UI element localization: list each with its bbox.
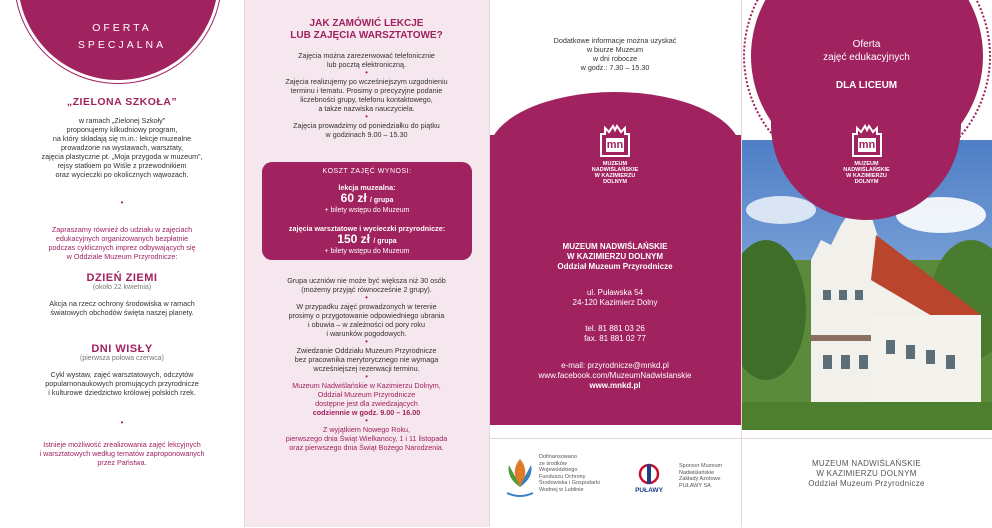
website-link[interactable]: www.mnkd.pl (589, 381, 641, 390)
text-line: a także nazwiska nauczyciela. (318, 104, 415, 113)
sponsor1-text (539, 454, 609, 493)
text-line: dostępne jest dla zwiedzających (315, 399, 418, 408)
museum-logo-icon (851, 124, 883, 158)
text-line: popularnonaukowych promujących przyrodnicze (45, 379, 199, 388)
cost-a-note: + bilety wstępu do Muzeum (324, 207, 410, 214)
logo-line: MUZEUM (854, 161, 879, 167)
text-line: liczebności grupy, telefonu kontaktowego, (300, 95, 433, 104)
logo-letters: mn (606, 139, 624, 151)
order-text-1 (244, 51, 489, 139)
separator-dot: • (365, 68, 368, 77)
order-title (244, 18, 489, 42)
text-line: Cykl wystaw, zajęć warsztatowych, odczytów (50, 370, 194, 379)
text-line: Wodnej w Lublinie (539, 486, 584, 493)
text-line: (możemy przyjąć równocześnie 2 grupy). (301, 285, 432, 294)
dni-wisly-date: (pierwsza połowa czerwca) (79, 355, 165, 362)
text-line: Dodatkowe informacje można uzyskać (553, 36, 677, 45)
custom-topics-text (0, 440, 244, 467)
hours-line: codziennie w godz. 9.00 – 16.00 (312, 408, 421, 417)
phone-line: tel. 81 881 03 26 (585, 324, 645, 333)
text-line: zajęcia plastyczne pt. „Moja przygoda w muzeum”, (41, 152, 203, 161)
text-line: prowadzone na wystawach, warsztaty, (60, 143, 184, 152)
title-line: LUB ZAJĘCIA WARSZTATOWE? (290, 30, 443, 41)
cover-title (741, 38, 992, 64)
cost-b-note: + bilety wstępu do Muzeum (324, 248, 410, 255)
panel-contact (489, 0, 741, 527)
text-line: wcześniejszej rezerwacji terminu. (313, 364, 420, 373)
cost-a-price: 60 zł (340, 191, 367, 205)
text-line: Wojewódzkiego (539, 467, 578, 473)
address-line: ul. Puławska 54 (586, 288, 644, 297)
facebook-link[interactable]: www.facebook.com/MuzeumNadwislanskie (538, 371, 692, 380)
logo-line: DOLNYM (603, 179, 627, 185)
heading-line: OFERTA (92, 22, 152, 34)
text-line: oraz wycieczki po okolicznych wąwozach. (55, 170, 189, 179)
text-line: edukacyjnych organizowanych bezpłatnie (55, 234, 189, 243)
text-line: Muzeum Nadwiślańskie w Kazimierzu Dolnym, (292, 381, 441, 390)
text-line: Akcja na rzecz ochrony środowiska w ramach (49, 299, 195, 308)
title-line: Oferta (852, 39, 881, 50)
museum-address (489, 288, 741, 308)
text-line: Zajęcia realizujemy po wcześniejszym uzgodnieniu (285, 77, 448, 86)
title-line: zajęć edukacyjnych (823, 52, 910, 63)
panel-how-to-order (244, 0, 489, 527)
museum-online (489, 361, 741, 391)
address-line: 24-120 Kazimierz Dolny (572, 298, 658, 307)
closed-days (244, 425, 489, 452)
text-line: i obuwia – w zależności od pory roku (307, 320, 426, 329)
separator-dot: • (365, 372, 368, 381)
heading-line: SPECJALNA (77, 39, 167, 51)
logo-line: W KAZIMIERZU (846, 173, 887, 179)
separator-dot: • (365, 293, 368, 302)
cost-b-price-line (262, 233, 472, 248)
text-line: W przypadku zajęć prowadzonych w terenie (296, 302, 437, 311)
logo-line: NADWIŚLAŃSKIE (843, 167, 890, 173)
email-link[interactable]: e-mail: przyrodnicze@mnkd.pl (561, 361, 669, 370)
text-line: i warunków pogodowych. (326, 329, 407, 338)
text-line: PUŁAWY SA (679, 482, 711, 489)
text-line: Oddział Muzeum Przyrodnicze (317, 390, 416, 399)
invite-text (0, 225, 244, 261)
text-line: Zajęcia można zarezerwować telefonicznie (298, 51, 435, 60)
text-line: światowych obchodów święta naszej planety. (50, 308, 194, 317)
text-line: bez pracownika merytorycznego nie wymaga (294, 355, 439, 364)
title-line: JAK ZAMÓWIĆ LEKCJE (309, 18, 424, 29)
dni-wisly-section (0, 343, 244, 427)
cost-b-unit: / grupa (373, 238, 397, 245)
text-line: prosimy o przygotowanie odpowiedniego ubrania (288, 311, 445, 320)
dzien-ziemi-date: (około 22 kwietnia) (92, 284, 152, 291)
text-line: przez Państwa. (97, 458, 147, 467)
zielona-text (0, 116, 244, 179)
footer-line: MUZEUM NADWIŚLAŃSKIE (811, 459, 922, 468)
text-line: Sponsor Muzeum (679, 463, 723, 469)
fold-line (489, 0, 490, 527)
text-line: Istnieje możliwość zrealizowania zajęć lekcyjnych (43, 440, 201, 449)
footer-line: Oddział Muzeum Przyrodnicze (808, 479, 925, 488)
cover-subtitle: DLA LICEUM (835, 80, 898, 91)
text-line: Z wyjątkiem Nowego Roku, (322, 425, 411, 434)
text-line: na który składają się m.in.: lekcje muzealne (52, 134, 192, 143)
text-line: Zakłady Azotowe (679, 476, 721, 482)
separator-dot: • (365, 112, 368, 121)
zielona-title: „ZIELONA SZKOŁA” (66, 96, 178, 108)
dni-wisly-title: DNI WISŁY (91, 343, 153, 355)
logo-line: DOLNYM (854, 179, 879, 185)
text-line: Zajęcia prowadzimy od poniedziałku do piątku (293, 121, 440, 130)
order-text-2 (244, 276, 489, 452)
text-line: Zapraszamy również do udziału w zajęciach (51, 225, 193, 234)
dzien-ziemi-title: DZIEŃ ZIEMI (86, 272, 158, 284)
logo-line: MUZEUM (602, 161, 628, 167)
text-line: w dni robocze (592, 54, 638, 63)
sponsors-area (489, 438, 741, 528)
text-line: Środowiska i Gospodarki (539, 480, 600, 486)
special-offer-heading (0, 20, 244, 54)
footer-line: W KAZIMIERZU DOLNYM (816, 469, 917, 478)
name-line: W KAZIMIERZU DOLNYM (567, 252, 663, 261)
museum-name (489, 242, 741, 272)
pulawy-logo-text: PUŁAWY (635, 487, 663, 494)
pulawy-logo-icon (637, 463, 661, 485)
text-line: Dofinansowano (539, 454, 577, 460)
logo-line: W KAZIMIERZU (594, 173, 636, 179)
zielona-section (0, 96, 244, 207)
text-line: pierwszego dnia Świąt Wielkanocy, 1 i 11 listopada (285, 434, 448, 443)
museum-logo-text (489, 161, 741, 185)
panel-special-offer (0, 0, 244, 527)
text-line: Funduszu Ochrony (539, 473, 586, 480)
museum-phones (489, 324, 741, 344)
museum-logo-icon (599, 124, 631, 158)
text-line: proponujemy kilkudniowy program, (66, 125, 178, 134)
cover-footer-text (741, 459, 992, 489)
museum-logo-text (741, 161, 992, 185)
phone-line: fax. 81 881 02 77 (584, 334, 646, 343)
sponsor2-text (679, 463, 739, 489)
text-line: podczas cyklicznych imprez odbywających się (48, 243, 196, 252)
cost-a-price-line (262, 192, 472, 207)
logo-line: NADWIŚLAŃSKIE (591, 167, 639, 173)
separator-dot: • (365, 416, 368, 425)
info-text (489, 36, 741, 72)
text-line: w biurze Muzeum (586, 45, 644, 54)
text-line: Grupa uczniów nie może być większa niż 30 osób (287, 276, 446, 285)
cost-title: KOSZT ZAJĘĆ WYNOSI: (322, 168, 412, 175)
wfos-logo-icon (503, 453, 537, 503)
cover-footer (741, 438, 992, 528)
text-line: lub pocztą elektroniczną. (326, 60, 407, 69)
text-line: w godzinach 9.00 – 15.30 (325, 130, 408, 139)
dzien-ziemi-text (0, 299, 244, 317)
fold-line (244, 0, 245, 527)
fold-line (741, 0, 742, 527)
separator-dot: • (365, 337, 368, 346)
text-line: oraz pierwszego dnia Świąt Bożego Narodzenia. (289, 443, 444, 452)
cost-b-price: 150 zł (337, 232, 370, 246)
text-line: i warsztatowych według tematów zaproponowanych (39, 449, 205, 458)
text-line: rejsy statkiem po Wiśle z przewodnikiem (57, 161, 187, 170)
separator-dot: • (120, 418, 124, 427)
cost-a-unit: / grupa (370, 197, 394, 204)
dni-wisly-text (0, 370, 244, 397)
cost-a-label: lekcja muzealna: (338, 183, 396, 192)
logo-letters: mn (858, 139, 876, 151)
text-line: terminu i tematu. Prosimy o precyzyjne podanie (290, 86, 443, 95)
opening-hours (244, 381, 489, 417)
text-line: w ramach „Zielonej Szkoły” (78, 116, 166, 125)
dzien-ziemi-section (0, 272, 244, 317)
text-line: Nadwiślańskie (679, 469, 715, 476)
name-line: MUZEUM NADWIŚLAŃSKIE (562, 242, 668, 251)
text-line: i kulturowe dziedzictwo królowej polskich rzek. (48, 388, 196, 397)
text-line: w Oddziale Muzeum Przyrodnicze: (66, 252, 178, 261)
separator-dot: • (120, 198, 124, 207)
text-line: Zwiedzanie Oddziału Muzeum Przyrodnicze (296, 346, 437, 355)
cost-b-label: zajęcia warsztatowe i wycieczki przyrodnicze: (288, 224, 446, 233)
text-line: w godz.: 7.30 – 15.30 (580, 63, 650, 72)
cost-box (262, 162, 472, 260)
name-line: Oddział Muzeum Przyrodnicze (557, 262, 673, 271)
text-line: ze środków (539, 460, 567, 467)
panel-cover (741, 0, 992, 527)
